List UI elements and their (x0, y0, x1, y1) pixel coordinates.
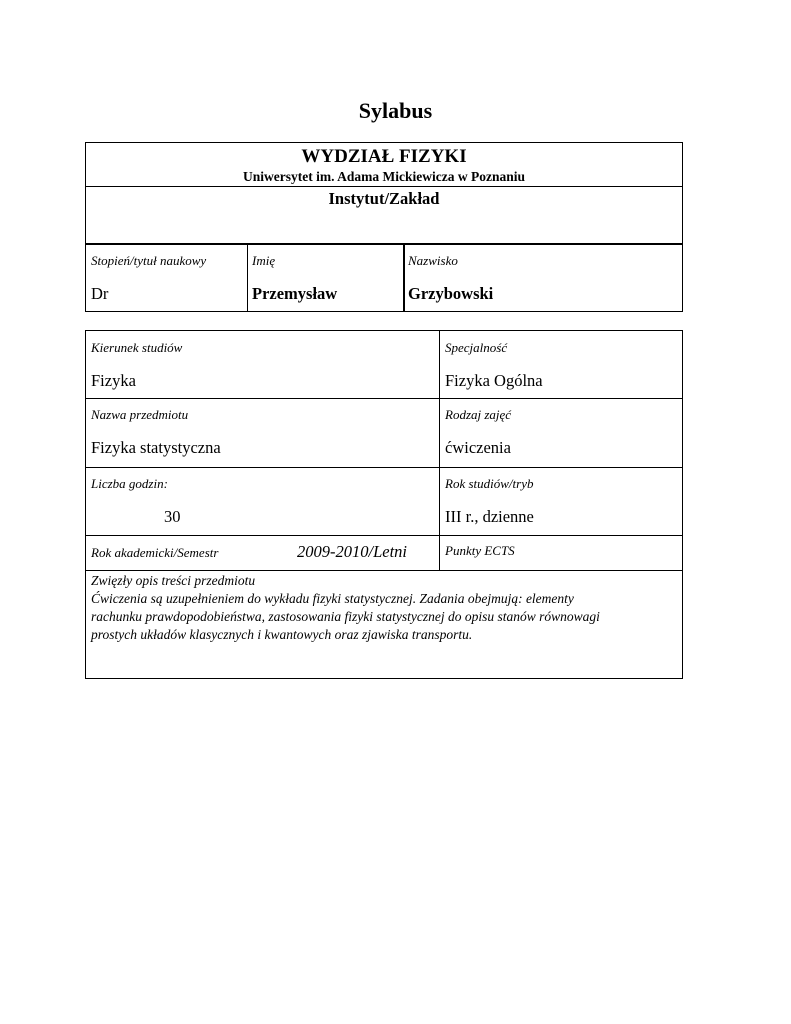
description-label: Zwięzły opis treści przedmiotu (91, 573, 256, 588)
field-value: Fizyka (91, 371, 136, 390)
hours-label: Liczba godzin: (91, 476, 168, 491)
divider (86, 243, 682, 245)
ects-label: Punkty ECTS (445, 543, 515, 558)
divider (86, 570, 682, 571)
description-line: Ćwiczenia są uzupełnieniem do wykładu fizyki statystycznej. Zadania obejmują: elementy (91, 591, 574, 606)
specialty-label: Specjalność (445, 340, 508, 355)
specialty-value: Fizyka Ogólna (445, 371, 543, 390)
year-mode-value: III r., dzienne (445, 507, 534, 526)
academic-year-label: Rok akademicki/Semestr (91, 545, 219, 560)
divider (247, 244, 248, 312)
divider (86, 398, 682, 399)
institute-label: Instytut/Zakład (328, 189, 440, 208)
subject-label: Nazwa przedmiotu (91, 407, 189, 422)
divider (86, 467, 682, 468)
class-type-value: ćwiczenia (445, 438, 511, 457)
description-line: rachunku prawdopodobieństwa, zastosowania fizyki statystycznej do opisu stanów równowagi (91, 609, 600, 624)
hours-value: 30 (164, 507, 181, 526)
degree-value: Dr (91, 284, 109, 303)
description-line: prostych układów klasycznych i kwantowych oraz zjawiska transportu. (91, 627, 473, 642)
class-type-label: Rodzaj zajęć (445, 407, 512, 422)
first-name-value: Przemysław (252, 284, 338, 303)
faculty-header-table (85, 142, 683, 312)
academic-year-value: 2009-2010/Letni (297, 542, 407, 561)
divider (86, 535, 682, 536)
year-mode-label: Rok studiów/tryb (445, 476, 534, 491)
divider (403, 244, 405, 312)
last-name-label: Nazwisko (408, 253, 458, 268)
degree-label: Stopień/tytuł naukowy (91, 253, 207, 268)
subject-value: Fizyka statystyczna (91, 438, 221, 457)
page-title: Sylabus (358, 98, 433, 123)
faculty-name: WYDZIAŁ FIZYKI (301, 146, 467, 167)
divider (86, 186, 682, 187)
field-label: Kierunek studiów (91, 340, 183, 355)
university-name: Uniwersytet im. Adama Mickiewicza w Poznaniu (243, 169, 525, 184)
course-table (85, 330, 683, 679)
first-name-label: Imię (252, 253, 276, 268)
last-name-value: Grzybowski (408, 284, 494, 303)
